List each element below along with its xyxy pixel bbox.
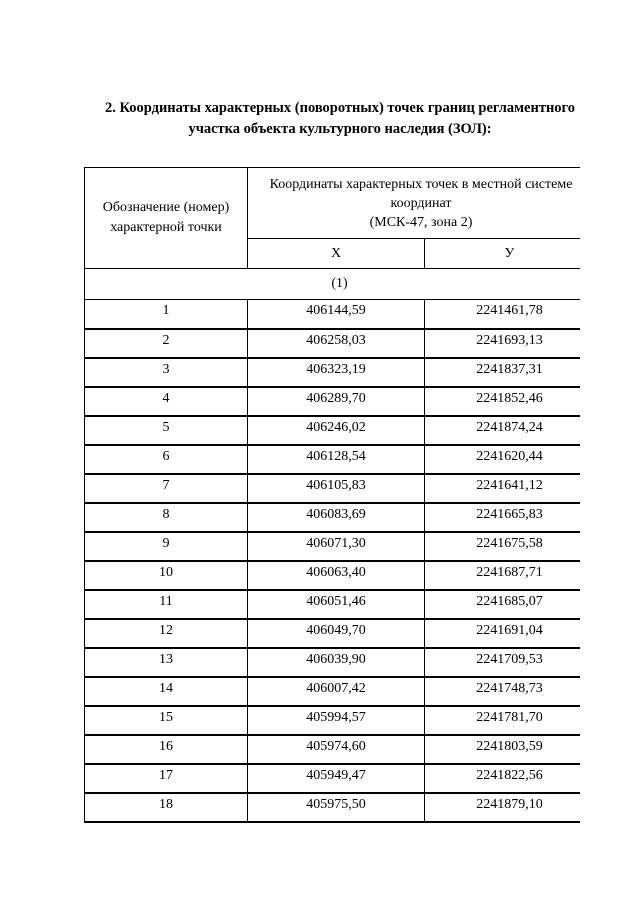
point-number-cell: 4 — [85, 387, 248, 416]
x-coordinate-cell: 406063,40 — [248, 561, 425, 590]
section-heading-line-2: участка объекта культурного наследия (ЗОЛ): — [188, 121, 492, 137]
contour-group-label: (1) — [85, 269, 581, 300]
x-coordinate-cell: 406049,70 — [248, 619, 425, 648]
x-coordinate-cell: 405949,47 — [248, 764, 425, 793]
x-coordinate-cell: 406083,69 — [248, 503, 425, 532]
y-coordinate-cell: 2241691,04 — [425, 619, 581, 648]
table-row — [85, 532, 581, 561]
y-coordinate-cell: 2241461,78 — [425, 300, 581, 329]
y-column-header: У — [425, 239, 581, 269]
point-number-cell: 2 — [85, 329, 248, 358]
point-designation-header: Обозначение (номер) характерной точки — [85, 168, 248, 269]
table-row — [85, 445, 581, 474]
section-heading — [60, 98, 620, 140]
coordinates-header-line-2: координат — [390, 195, 452, 211]
x-coordinate-cell: 406258,03 — [248, 329, 425, 358]
table-row — [85, 735, 581, 764]
point-number-cell: 13 — [85, 648, 248, 677]
point-number-cell: 7 — [85, 474, 248, 503]
x-coordinate-cell: 405974,60 — [248, 735, 425, 764]
point-number-cell: 6 — [85, 445, 248, 474]
point-number-cell: 11 — [85, 590, 248, 619]
y-coordinate-cell: 2241709,53 — [425, 648, 581, 677]
y-coordinate-cell: 2241685,07 — [425, 590, 581, 619]
y-coordinate-cell: 2241665,83 — [425, 503, 581, 532]
table-row — [85, 503, 581, 532]
x-coordinate-cell: 406007,42 — [248, 677, 425, 706]
x-coordinate-cell: 406105,83 — [248, 474, 425, 503]
y-coordinate-cell: 2241874,24 — [425, 416, 581, 445]
table-row — [85, 793, 581, 822]
x-coordinate-cell: 405994,57 — [248, 706, 425, 735]
table-row — [85, 590, 581, 619]
point-number-cell: 18 — [85, 793, 248, 822]
table-row — [85, 300, 581, 329]
table-row — [85, 358, 581, 387]
table-row — [85, 387, 581, 416]
coordinates-table-container — [84, 167, 580, 861]
x-coordinate-cell: 406246,02 — [248, 416, 425, 445]
x-coordinate-cell: 406051,46 — [248, 590, 425, 619]
point-number-cell: 9 — [85, 532, 248, 561]
y-coordinate-cell: 2241620,44 — [425, 445, 581, 474]
point-number-cell: 15 — [85, 706, 248, 735]
x-coordinate-cell: 406144,59 — [248, 300, 425, 329]
coordinates-header — [248, 168, 581, 239]
table-row — [85, 474, 581, 503]
coordinates-header-line-3: (МСК-47, зона 2) — [369, 214, 473, 230]
y-coordinate-cell: 2241693,13 — [425, 329, 581, 358]
y-coordinate-cell: 2241852,46 — [425, 387, 581, 416]
x-coordinate-cell: 406289,70 — [248, 387, 425, 416]
x-coordinate-cell: 406039,90 — [248, 648, 425, 677]
table-row — [85, 706, 581, 735]
point-number-cell: 14 — [85, 677, 248, 706]
y-coordinate-cell: 2241675,58 — [425, 532, 581, 561]
point-number-cell: 3 — [85, 358, 248, 387]
point-number-cell: 1 — [85, 300, 248, 329]
x-coordinate-cell: 406071,30 — [248, 532, 425, 561]
y-coordinate-cell: 2241781,70 — [425, 706, 581, 735]
point-number-cell: 5 — [85, 416, 248, 445]
table-row — [85, 329, 581, 358]
table-row — [85, 677, 581, 706]
point-number-cell: 17 — [85, 764, 248, 793]
y-coordinate-cell: 2241641,12 — [425, 474, 581, 503]
coordinates-header-line-1: Координаты характерных точек в местной системе — [269, 176, 573, 192]
y-coordinate-cell: 2241822,56 — [425, 764, 581, 793]
section-heading-line-1: 2. Координаты характерных (поворотных) точек границ регламентного — [104, 100, 576, 116]
y-coordinate-cell: 2241837,31 — [425, 358, 581, 387]
coordinates-table — [84, 167, 580, 823]
y-coordinate-cell: 2241748,73 — [425, 677, 581, 706]
point-number-cell: 10 — [85, 561, 248, 590]
x-coordinate-cell: 406323,19 — [248, 358, 425, 387]
table-row — [85, 416, 581, 445]
table-row — [85, 619, 581, 648]
x-coordinate-cell: 405975,50 — [248, 793, 425, 822]
point-number-cell: 12 — [85, 619, 248, 648]
y-coordinate-cell: 2241879,10 — [425, 793, 581, 822]
point-number-cell: 8 — [85, 503, 248, 532]
y-coordinate-cell: 2241687,71 — [425, 561, 581, 590]
x-column-header: Х — [248, 239, 425, 269]
x-coordinate-cell: 406128,54 — [248, 445, 425, 474]
point-number-cell: 16 — [85, 735, 248, 764]
table-row — [85, 648, 581, 677]
table-row — [85, 561, 581, 590]
y-coordinate-cell: 2241803,59 — [425, 735, 581, 764]
table-row — [85, 764, 581, 793]
